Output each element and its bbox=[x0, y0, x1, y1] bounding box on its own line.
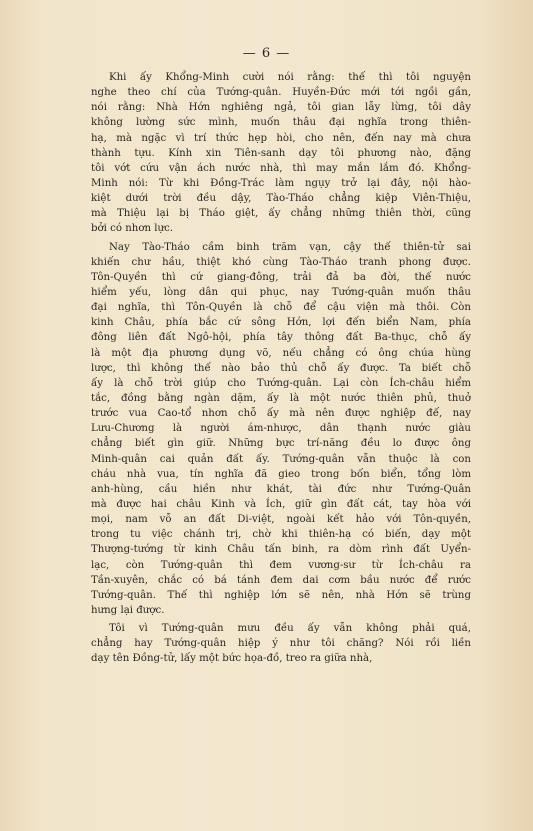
paragraph bbox=[91, 70, 471, 237]
text-line: lạc, còn Tướng-quân thì đem vương-sư từ Ích-châu ra bbox=[91, 559, 471, 571]
text-line: ấy là chỗ trời giúp cho Tướng-quân. Lại còn Ích-châu hiểm bbox=[91, 377, 471, 389]
text-line: mà Thiệu lại bị Tháo giệt, ấy chẳng những thiên thời, cũng bbox=[91, 208, 471, 220]
text-line: kiệt dưới trời đều dậy, Tào-Tháo chẳng kiệp Viên-Thiệu, bbox=[91, 193, 471, 205]
page-number: — 6 — bbox=[242, 46, 291, 61]
paragraph bbox=[91, 240, 471, 619]
text-line: Tôn-Quyền thì cứ giang-đông, trải đả ba đời, thế nước bbox=[91, 271, 471, 283]
text-line: bởi có nhơn lực. bbox=[91, 223, 174, 235]
text-line: anh-hùng, cầu hiền như khát, tài đức như Tướng-Quân bbox=[91, 483, 471, 495]
text-line: không lường sức mình, muốn thâu đại nghĩa trong thiên- bbox=[91, 117, 471, 129]
text-line: cháu nhà vua, tín nghĩa đã gieo trong bốn biển, tổng lòm bbox=[91, 468, 471, 480]
text-line: Tần-xuyên, chắc có bá tánh đem dai cơm bầu nước để rước bbox=[91, 574, 471, 586]
text-line: hạ, mà ngặc vì trí thức hẹp hòi, cho nên, đến nay mà chưa bbox=[91, 132, 471, 144]
text-line: tôi vớt cứu vận ách nước nhà, thì may mắn lắm đó. Khổng- bbox=[91, 162, 471, 174]
text-line: Tôi vì Tướng-quân mưu đều ấy vẫn không phải quá, bbox=[109, 623, 471, 635]
text-line: Nay Tào-Tháo cầm binh trăm vạn, cậy thế thiên-tử sai bbox=[109, 241, 471, 253]
text-line: Thượng-tướng từ kinh Châu tấn binh, ra dòm rình đất Uyển- bbox=[91, 544, 471, 556]
text-line: khiến chư hầu, thiệt khó cùng Tào-Tháo tranh phong được. bbox=[91, 256, 471, 268]
text-line: Tướng-quân. Thế thì nghiệp lớn sẽ nên, nhà Hớn sẽ trùng bbox=[91, 589, 471, 601]
text-line: chẳng hay Tướng-quân hiệp ý như tôi chăng? Nói rồi liền bbox=[91, 638, 471, 650]
text-line: lược, thì không thế nào bảo thủ chỗ ấy được. Ta biết chỗ bbox=[91, 362, 471, 374]
text-line: kinh Châu, phía bắc cứ sông Hớn, lợi đến biển Nam, phía bbox=[91, 317, 471, 329]
text-line: mọi, nam vỗ an đất Di-việt, ngoài kết hảo với Tôn-quyền, bbox=[91, 514, 471, 526]
body-text bbox=[91, 70, 471, 666]
paragraph bbox=[91, 621, 471, 666]
text-line: hiểm yếu, lòng dân qui phục, nay Tướng-quân muốn thâu bbox=[91, 286, 471, 298]
text-line: mà được hai châu Kinh và Ích, giữ gìn đất cát, tay hòa với bbox=[91, 498, 471, 510]
text-line: chẳng biết gìn giữ. Những bực trí-năng đều lo được ông bbox=[91, 438, 471, 450]
text-line: Minh nói: Từ khi Đồng-Trác làm ngụy trở lại đây, nội hào- bbox=[91, 177, 471, 189]
text-line: tắc, đồng bằng ngàn dặm, ấy là một nước thiên phủ, thuở bbox=[91, 392, 471, 404]
text-line: trong tu việc chánh trị, chờ khi thiên-hạ có biến, dạy một bbox=[91, 529, 471, 541]
text-line: dạy tên Đồng-tử, lấy một bức họa-đồ, treo ra giữa nhà, bbox=[91, 653, 373, 665]
text-line: Minh-quân cai quản đất ấy. Tướng-quân vẫn thuộc là con bbox=[91, 453, 471, 465]
text-line: hưng lại được. bbox=[91, 604, 165, 616]
text-line: đông liên đất Ngô-hội, phía tây thông đất Ba-thục, chỗ ấy bbox=[91, 332, 471, 344]
text-line: nghe theo chí của Tướng-quân. Huyền-Đức mới tới ngồi gần, bbox=[91, 87, 471, 99]
text-line: đại nghĩa, thì Tôn-Quyền là chỗ để cậu viện mà thôi. Còn bbox=[91, 302, 471, 314]
text-line: thành tựu. Kính xin Tiên-sanh dạy tôi phương nào, đặng bbox=[91, 147, 471, 159]
text-line: nói rằng: Nhà Hớn nghiêng ngả, tôi gian lẫy lừng, tôi dây bbox=[91, 102, 471, 114]
text-line: Lưu-Chương là người ám-nhược, dân thạnh nước giàu bbox=[91, 423, 471, 435]
text-line: trước vua Cao-tổ nhơn chỗ ấy mà nên được nghiệp đế, nay bbox=[91, 408, 471, 420]
text-line: Khi ấy Khổng-Minh cười nói rằng: thế thì tôi nguyện bbox=[109, 72, 471, 83]
text-line: là một địa phương dụng võ, nếu chẳng có ông chúa hùng bbox=[91, 347, 471, 359]
